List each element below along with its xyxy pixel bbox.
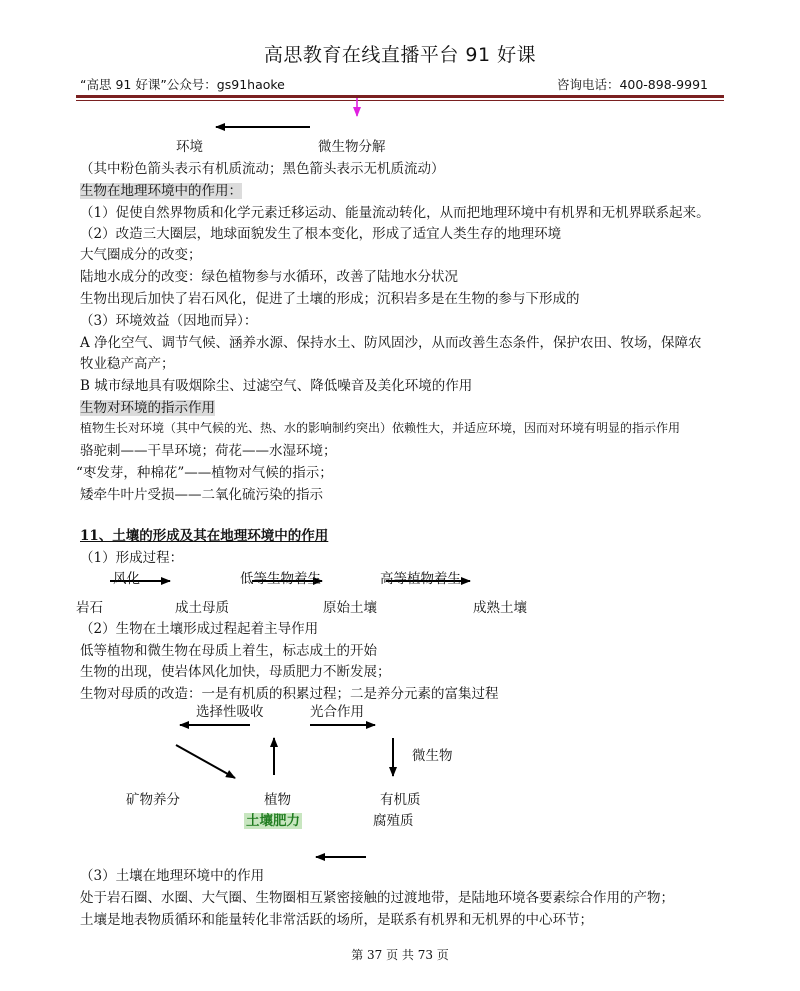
heading-bio-role: 生物在地理环境中的作用：: [80, 183, 242, 199]
label-humus: 腐殖质: [373, 813, 414, 829]
indicator-desc: 植物生长对环境（其中气候的光、热、水的影响制约突出）依赖性大，并适应环境，因而对环境有明显的指示作用: [80, 421, 681, 435]
soil-role-2: 土壤是地表物质循环和能量转化非常活跃的场所，是联系有机界和无机界的中心环节；: [80, 912, 593, 928]
stage-rock: 岩石: [76, 600, 103, 616]
stage-parent-material: 成土母质: [175, 600, 229, 616]
label-high-plant: 高等植物着生: [380, 571, 461, 587]
label-selective-absorb: 选择性吸收: [196, 704, 264, 720]
header-wechat: “高思 91 好课”公众号：gs91haoke: [80, 77, 285, 92]
soil-role-1: 处于岩石圈、水圈、大气圈、生物圈相互紧密接触的过渡地带，是陆地环境各要素综合作用的产物；: [80, 890, 674, 906]
label-weathering: 风化: [113, 571, 140, 587]
benefit-a: A 净化空气、调节气候、涵养水源、保持水土、防风固沙，从而改善生态条件，保护农田、牧场，保障农: [80, 335, 702, 351]
page-number: 第 37 页 共 73 页: [351, 948, 449, 962]
heading-indicator: 生物对环境的指示作用: [80, 400, 215, 416]
indicator-example-3: 矮牵牛叶片受损——二氧化硫污染的指示: [80, 487, 323, 503]
indicator-example-1: 骆驼刺——干旱环境；荷花——水湿环境；: [80, 443, 337, 459]
soil-role-heading: （3）土壤在地理环境中的作用: [80, 868, 265, 884]
mineral-to-plant-arrow: [176, 745, 235, 778]
env-label: 环境: [176, 139, 203, 155]
label-mineral: 矿物养分: [126, 792, 180, 808]
arrow-legend-note: （其中粉色箭头表示有机质流动；黑色箭头表示无机质流动）: [80, 161, 445, 177]
header-phone: 咨询电话：400-898-9991: [556, 77, 708, 92]
benefit-b: B 城市绿地具有吸烟除尘、过滤空气、降低噪音及美化环境的作用: [80, 378, 473, 394]
label-low-organism: 低等生物着生: [240, 571, 321, 587]
label-soil-fertility: 土壤肥力: [246, 813, 300, 829]
bio-transform: 生物对母质的改造：一是有机质的积累过程；二是养分元素的富集过程: [80, 686, 499, 702]
point-2: （2）改造三大圈层，地球面貌发生了根本变化，形成了适宜人类生存的地理环境: [80, 226, 562, 242]
rock-weathering: 生物出现后加快了岩石风化，促进了土壤的形成；沉积岩多是在生物的参与下形成的: [80, 291, 580, 307]
stage-mature-soil: 成熟土壤: [473, 600, 527, 616]
stage-primitive-soil: 原始土壤: [323, 600, 377, 616]
microbe-decompose-label: 微生物分解: [318, 139, 386, 155]
point-3: （3）环境效益（因地而异）：: [80, 313, 258, 329]
water-change: 陆地水成分的改变：绿色植物参与水循环，改善了陆地水分状况: [80, 269, 458, 285]
soil-start: 低等植物和微生物在母质上着生，标志成土的开始: [80, 643, 377, 659]
point-1: （1）促使自然界物质和化学元素迁移运动、能量流动转化，从而把地理环境中有机界和无机界联系起来。: [80, 205, 710, 221]
label-plant: 植物: [264, 792, 291, 808]
bio-dominant: （2）生物在土壤形成过程起着主导作用: [80, 621, 319, 637]
atmosphere-change: 大气圈成分的改变；: [80, 247, 202, 263]
formation-process: （1）形成过程：: [80, 550, 184, 566]
label-microbe: 微生物: [412, 748, 453, 764]
benefit-a-cont: 牧业稳产高产；: [80, 356, 175, 372]
indicator-example-2: “枣发芽，种棉花”——植物对气候的指示；: [76, 465, 333, 481]
section-11-title: 11、土壤的形成及其在地理环境中的作用: [80, 528, 329, 544]
weathering-faster: 生物的出现，使岩体风化加快，母质肥力不断发展；: [80, 664, 391, 680]
label-organic: 有机质: [380, 792, 421, 808]
page-header-title: 高思教育在线直播平台 91 好课: [263, 44, 537, 66]
label-photosynthesis: 光合作用: [310, 704, 364, 720]
